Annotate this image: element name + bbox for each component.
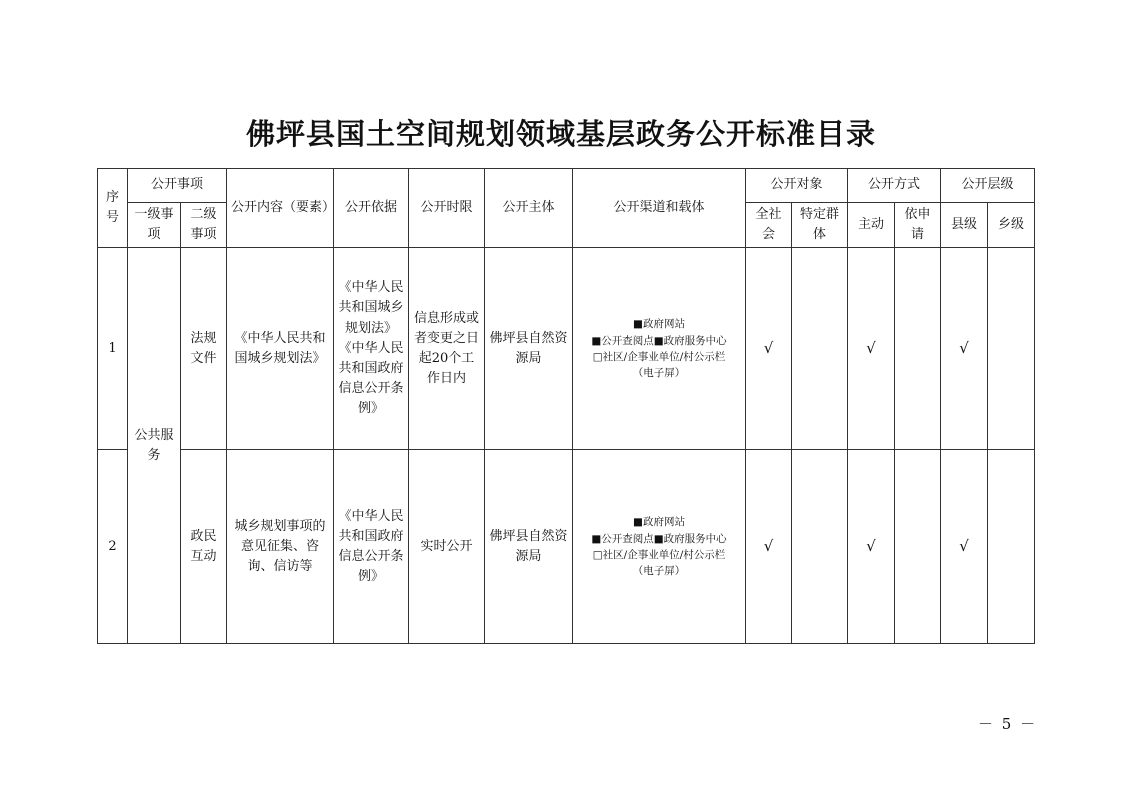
catalog-table (97, 168, 1035, 644)
table-row (98, 248, 1035, 450)
channel-item: ■政府网站 (633, 516, 685, 529)
row-content: 《中华人民共和国城乡规划法》 (227, 248, 334, 450)
header-tier-county: 县级 (941, 203, 988, 248)
channel-item: □社区/企事业单位/村公示栏 (592, 548, 726, 561)
check-method-apply (895, 450, 941, 644)
document-title: 佛坪县国土空间规划领域基层政务公开标准目录 (245, 117, 876, 151)
header-seq: 序号 (98, 169, 128, 248)
channel-item: ■政府网站 (633, 318, 685, 331)
channel-item: ■公开查阅点■政府服务中心 (591, 532, 727, 545)
check-tier-township (988, 248, 1035, 450)
channel-item: ■公开查阅点■政府服务中心 (591, 334, 727, 347)
check-target-specific (792, 450, 848, 644)
header-channel: 公开渠道和载体 (573, 169, 746, 248)
header-subject: 公开主体 (485, 169, 573, 248)
header-content: 公开内容（要素） (227, 169, 334, 248)
header-matter: 公开事项 (128, 169, 227, 203)
header-time-limit: 公开时限 (409, 169, 485, 248)
header-level1: 一级事项 (128, 203, 181, 248)
row-seq: 1 (98, 248, 128, 450)
row-level2: 政民互动 (181, 450, 227, 644)
header-row-1 (98, 169, 1035, 203)
header-method-apply: 依申请 (895, 203, 941, 248)
row-basis: 《中华人民共和国城乡规划法》《中华人民共和国政府信息公开条例》 (334, 248, 409, 450)
check-method-apply (895, 248, 941, 450)
row-content: 城乡规划事项的意见征集、咨询、信访等 (227, 450, 334, 644)
check-method-active: √ (848, 450, 895, 644)
check-tier-county: √ (941, 450, 988, 644)
header-level2: 二级事项 (181, 203, 227, 248)
header-method: 公开方式 (848, 169, 941, 203)
row-time-limit: 信息形成或者变更之日起20个工作日内 (409, 248, 485, 450)
channel-item: （电子屏） (632, 565, 686, 578)
row-basis: 《中华人民共和国政府信息公开条例》 (334, 450, 409, 644)
channel-item: （电子屏） (632, 367, 686, 380)
category-cell: 公共服务 (128, 248, 181, 644)
row-channels (573, 248, 746, 450)
table-row (98, 450, 1035, 644)
check-tier-county: √ (941, 248, 988, 450)
channel-item: □社区/企事业单位/村公示栏 (592, 350, 726, 363)
check-tier-township (988, 450, 1035, 644)
check-target-all: √ (746, 248, 792, 450)
row-time-limit: 实时公开 (409, 450, 485, 644)
header-target: 公开对象 (746, 169, 848, 203)
row-subject: 佛坪县自然资源局 (485, 248, 573, 450)
header-tier-township: 乡级 (988, 203, 1035, 248)
page-number: － 5 － (978, 715, 1038, 733)
check-target-specific (792, 248, 848, 450)
header-tier: 公开层级 (941, 169, 1035, 203)
check-method-active: √ (848, 248, 895, 450)
header-basis: 公开依据 (334, 169, 409, 248)
check-target-all: √ (746, 450, 792, 644)
header-target-specific: 特定群体 (792, 203, 848, 248)
row-subject: 佛坪县自然资源局 (485, 450, 573, 644)
row-seq: 2 (98, 450, 128, 644)
header-target-all: 全社会 (746, 203, 792, 248)
row-channels (573, 450, 746, 644)
row-level2: 法规文件 (181, 248, 227, 450)
header-method-active: 主动 (848, 203, 895, 248)
